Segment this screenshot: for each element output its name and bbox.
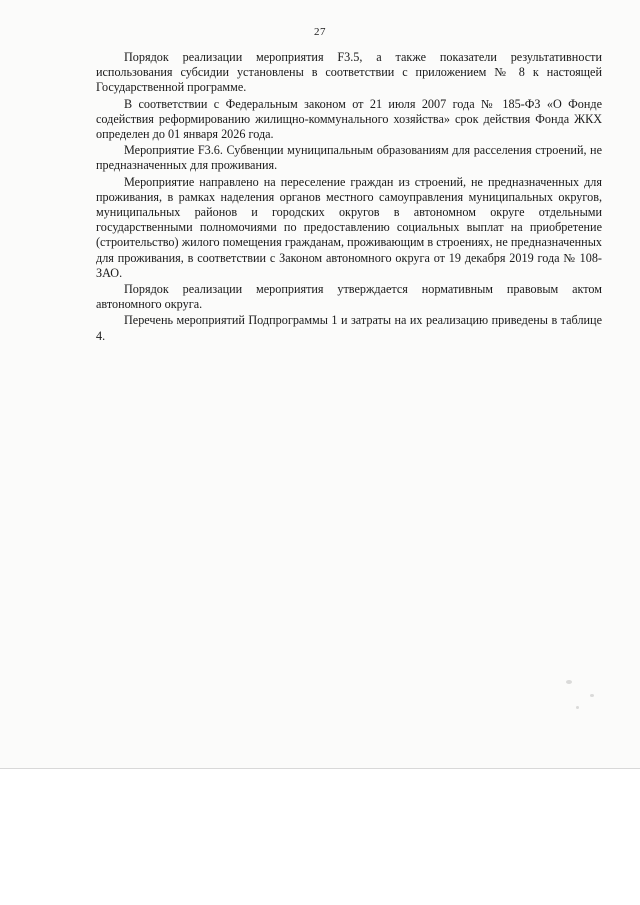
scan-speck [576, 706, 579, 709]
paragraph-f35-procedure: Порядок реализации мероприятия F3.5, а также показатели результативности использования субсидии установлены в соответствии с приложением № 8 к настоящей Государственной программе. [96, 50, 602, 95]
scan-speck [590, 694, 594, 697]
paragraph-procedure-approval: Порядок реализации мероприятия утверждается нормативным правовым актом автономного округа. [96, 282, 602, 312]
document-body [96, 50, 602, 344]
paragraph-f36-heading: Мероприятие F3.6. Субвенции муниципальным образованиям для расселения строений, не предназначенных для проживания. [96, 143, 602, 173]
paragraph-federal-law: В соответствии с Федеральным законом от 21 июля 2007 года № 185-ФЗ «О Фонде содействия реформированию жилищно-коммунального хозяйства» срок действия Фонда ЖКХ определен до 01 января 2026 года. [96, 96, 602, 142]
page-number: 27 [314, 26, 326, 38]
paragraph-table-reference: Перечень мероприятий Подпрограммы 1 и затраты на их реализацию приведены в таблице 4. [96, 313, 602, 343]
paragraph-f36-description: Мероприятие направлено на переселение граждан из строений, не предназначенных для проживания, в рамках наделения органов местного самоуправления муниципальных округов, муниципальных районов и городских округов в автономном округе отдельными государственными полномочиями по предоставлению социальных выплат на приобретение (строительство) жилого помещения гражданам, проживающим в строениях, не предназначенных для проживания, в соответствии с Законом автономного округа от 19 декабря 2019 года № 108-ЗАО. [96, 174, 602, 280]
scan-speck [566, 680, 572, 684]
